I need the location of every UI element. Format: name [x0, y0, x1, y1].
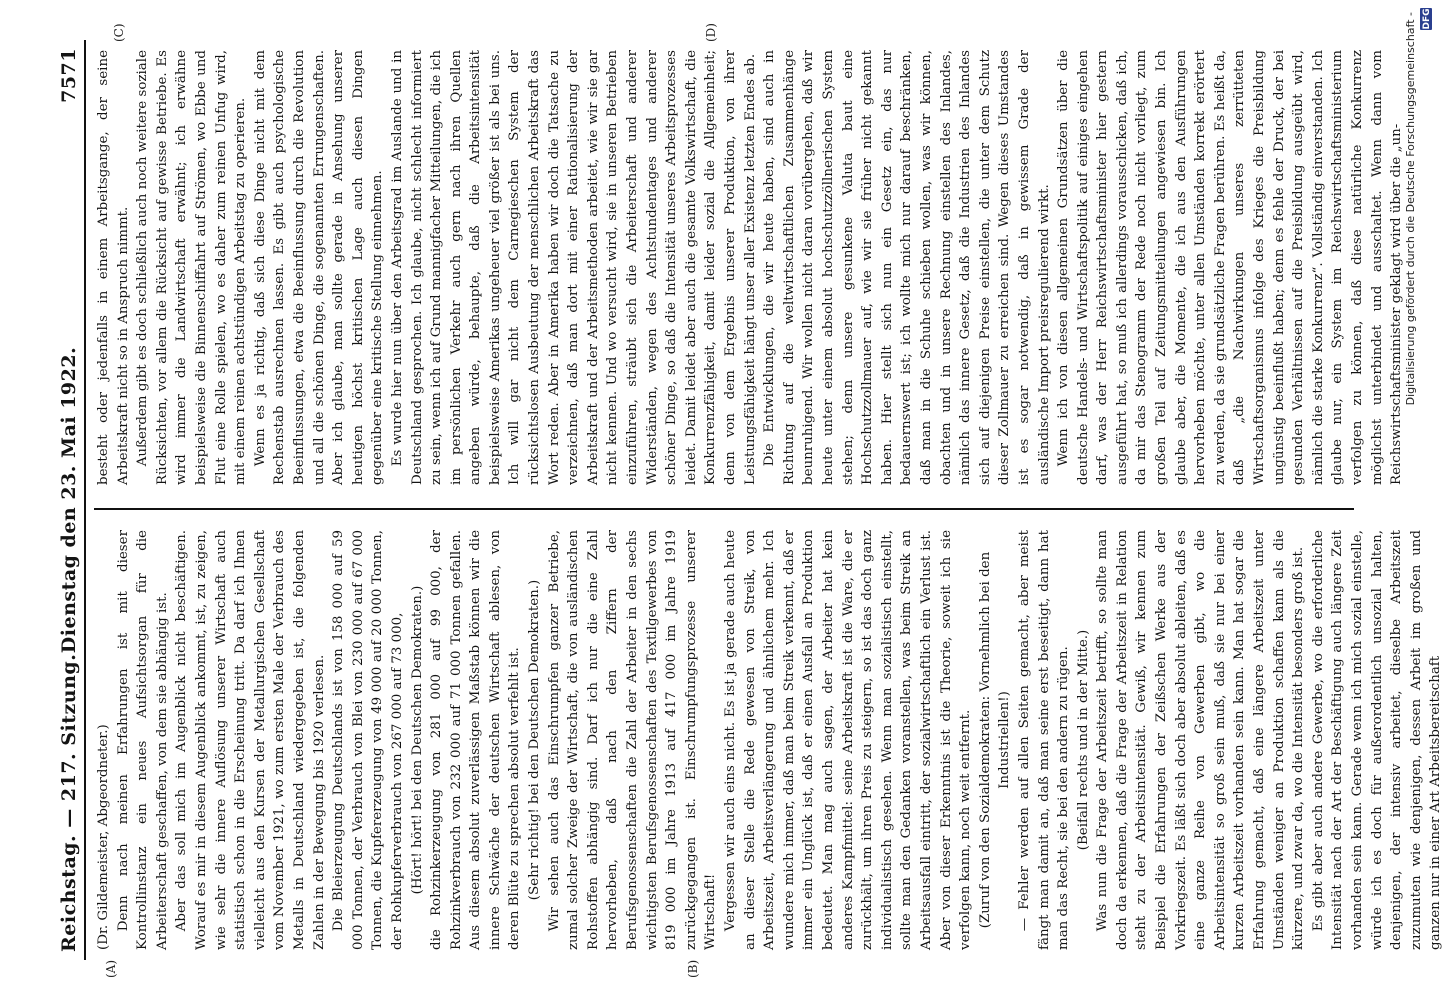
interjection: (Hört! hört! bei den Deutschen Demokraten.): [409, 585, 425, 895]
paragraph: Wir sehen auch das Einschrumpfen ganzer Betriebe, zumal solcher Zweige der Wirtschaft, die von ausländischen Rohstoffen abhängig sind. Darf ich nur die eine Zahl hervorheben, daß nach den Ziffern der Berufsgenossenschaften die Zahl der Arbeiter in den sechs wichtigsten Berufsgenossenschaften des Textilgewerbes von 819 000 im Jahre 1913 auf 417 000 im Jahre 1919 zurückgegangen ist. Einschrumpfungsprozesse unserer Wirtschaft!: [546, 530, 719, 950]
interjection: (Beifall rechts und in der Mitte.): [1075, 629, 1091, 851]
margin-mark-d: (D): [704, 23, 718, 42]
dfg-logo: DFG: [1422, 8, 1432, 30]
header-date: Dienstag den 23. Mai 1922.: [58, 346, 80, 654]
page-number: 7571: [58, 48, 80, 103]
right-text-column: [94, 50, 1405, 485]
paragraph: die Rohzinkerzeugung von 281 000 auf 99 000, der Rohzinkverbrauch von 232 000 auf 71 000 Tonnen gefallen. Aus diesem absolut zuverlässigen Maßstab können wir die innere Schwäche der deutschen Wirtschaft ablesen, von deren Blüte zu sprechen absolut verfehlt ist.: [429, 530, 523, 950]
paragraph: Es gibt aber auch andere Gewerbe, wo die erforderliche Intensität nach der Art der Beschäftigung auch längere Zeit vorhanden sein kann. Gerade wenn ich mich sozial einstelle, würde ich es doch für außerordentlich unsozial halten, denjenigen, der intensiv arbeitet, dieselbe Arbeitszeit zuzumuten wie denjenigen, dessen Arbeit im großen und ganzen nur in einer Art Arbeitsbereitschaft: [1310, 530, 1444, 950]
paragraph: Außerdem gibt es doch schließlich auch noch weitere soziale Rücksichten, vor allem die Rücksicht auf gewisse Betriebe. Es wird immer die Landwirtschaft erwähnt; ich erwähne beispielsweise die Binnenschiffahrt auf Strömen, wo Ebbe und Flut eine Rolle spielen, wo es daher zum reinen Unfug wird, mit einem reinen achtstündigen Arbeitstag zu operieren.: [135, 50, 249, 485]
speaker-line: (Dr. Gildemeister, Abgeordneter.): [96, 724, 111, 950]
left-text-column: [94, 530, 1444, 950]
page-header: [52, 40, 86, 960]
paragraph: besteht oder jedenfalls in einem Arbeitsgange, der seine Arbeitskraft nicht so in Anspruch nimmt.: [96, 50, 131, 485]
paragraph: Die Entwicklungen, die wir heute haben, sind auch in Richtung auf die weltwirtschaftlichen Zusammenhänge beunruhigend. Wir wollen nicht daran vorübergehen, daß wir heute unter einem absolut hochschutzzöllnerischen System stehen; denn unsere gesunkene Valuta baut eine Hochschutzzollmauer auf, wie wir sie früher nicht gekannt haben. Hier stellt sich nun ein Gesetz ein, das nur bedauernswert ist; ich wollte mich nur darauf beschränken, daß man in die Schuhe schieben wollen, was wir können, obachten und in unsere Rechnung einstellen des Inlandes, nämlich das innere Gesetz, daß die Industrien des Inlandes sich auf diejenigen Preise einstellen, die unter dem Schutz dieser Zollmauer zu erreichen sind. Wegen dieses Umstandes ist es sogar notwendig, daß in gewissem Grade der ausländische Import preisregulierend wirkt.: [762, 50, 1052, 485]
digitization-credit: Digitalisierung gefördert durch die Deutsche Forschungsgemeinschaft -: [1404, 12, 1417, 406]
paragraph: Aber das soll mich im Augenblick nicht beschäftigen. Worauf es mir in diesem Augenblick ankommt, ist, zu zeigen, wie sehr die innere Auflösung unserer Wirtschaft auch statistisch schon in die Erscheinung tritt. Da darf ich Ihnen vielleicht aus den Kursen der Metallurgischen Gesellschaft vom November 1921, wo zum ersten Male der Verbrauch des Metalls in Deutschland wiedergegeben ist, die folgenden Zahlen in der Bewegung bis 1920 verlesen.: [174, 530, 327, 950]
margin-mark-a: (A): [104, 959, 118, 978]
margin-mark-c: (C): [112, 23, 126, 42]
interjection: (Sehr richtig! bei den Deutschen Demokraten.): [527, 579, 543, 901]
paragraph: Die Bleierzeugung Deutschlands ist von 158 000 auf 59 000 Tonnen, der Verbrauch von Blei von 230 000 auf 67 000 Tonnen, die Kupfererzeugung von 49 000 auf 20 000 Tonnen, der Rohkupferverbrauch von 267 000 auf 73 000,: [331, 530, 405, 950]
interjection: (Zuruf von den Sozialdemokraten: Vornehmlich bei den Industriellen!): [977, 551, 1013, 929]
column-divider: [94, 508, 1354, 510]
header-session: Reichstag. — 217. Sitzung.: [58, 653, 80, 952]
paragraph: Vergessen wir auch eins nicht. Es ist ja gerade auch heute an dieser Stelle die Rede gewesen von Streik, von Arbeitszeit, Arbeitsverlängerung und ähnlichem mehr. Ich wundere mich immer, daß man beim Streik verkennt, daß er immer ein Unglück ist, daß er einen Ausfall an Produktion bedeutet. Man mag auch sagen, der Arbeiter hat kein anderes Kampfmittel: seine Arbeitskraft ist die Ware, die er zurückhält, um ihren Preis zu steigern, so ist das doch ganz individualistisch gesehen. Wenn man sozialistisch einstellt, sollte man den Gedanken voranstellen, was beim Streik an Arbeitsausfall eintritt, der sozialwirtschaftlich ein Verlust ist. Aber von dieser Erkenntnis ist die Theorie, soweit ich sie verfolgen kann, noch weit entfernt.: [723, 530, 974, 950]
paragraph: Was nun die Frage der Arbeitszeit betrifft, so sollte man doch da erkennen, daß die Frage der Arbeitszeit in Relation steht zu der Arbeitsintensität. Gewiß, wir kennen zum Beispiel die Erfahrungen der Zeißschen Werke aus der Vorkriegszeit. Es läßt sich doch aber absolut ableiten, daß es eine ganze Reihe von Gewerben gibt, wo die Arbeitsintensität so groß sein muß, daß sie nur bei einer kurzen Arbeitszeit vorhanden sein kann. Man hat sogar die Erfahrung gemacht, daß eine längere Arbeitszeit unter Umständen weniger an Produktion schaffen kann als die kürzere, und zwar da, wo die Intensität besonders groß ist.: [1095, 530, 1307, 950]
margin-mark-b: (B): [686, 959, 700, 978]
paragraph: Wenn ich von diesen allgemeinen Grundsätzen über die deutsche Handels- und Wirtschaftspolitik auf einiges eingehen darf, was der Herr Reichswirtschaftsminister hier gestern ausgeführt hat, so muß ich allerdings vorausschicken, daß ich, da mir das Stenogramm der Rede noch nicht vorliegt, zum großen Teil auf Zeitungsmitteilungen angewiesen bin. Ich glaube aber, die Momente, die ich aus den Ausführungen hervorheben möchte, unter allen Umständen korrekt erörtert zu werden, da sie grundsätzliche Fragen berühren. Es heißt da, daß „die Nachwirkungen unseres zerrütteten Wirtschaftsorganismus infolge des Krieges die Preisbildung ungünstig beeinflußt haben; denn es fehle der Druck, der bei gesunden Verhältnissen auf die Preisbildung ausgeübt wird, nämlich die starke Konkurrenz“. Vollständig einverstanden. Ich glaube nur, ein System im Reichswirtschaftsministerium verfolgen zu können, daß diese natürliche Konkurrenz möglichst unterbindet und ausschaltet. Wenn dann vom Reichswirtschaftsminister geklagt wird über die „un-: [1056, 50, 1405, 485]
paragraph: — Fehler werden auf allen Seiten gemacht, aber meist fängt man damit an, daß man seine erst beseitigt, dann hat man das Recht, sie bei den andern zu rügen.: [1016, 530, 1072, 950]
paragraph: Wenn es ja richtig, daß sich diese Dinge nicht mit dem Rechenstab ausrechnen lassen. Es gibt auch psychologische Beeinflussungen, etwa die Beeinflussung durch die Revolution und all die schönen Dinge, die sogenannten Errungenschaften. Aber ich glaube, man sollte gerade in Ansehung unserer heutigen höchst kritischen Lage auch diesen Dingen gegenüber eine kritische Stellung einnehmen.: [252, 50, 386, 485]
paragraph: Denn nach meinen Erfahrungen ist mit dieser Kontrollinstanz ein neues Aufsichtsorgan für die Arbeiterschaft geschaffen, von dem sie abhängig ist.: [115, 530, 170, 950]
paragraph: Es wurde hier nun über den Arbeitsgrad im Auslande und in Deutschland gesprochen. Ich glaube, nicht schlecht informiert zu sein, wenn ich auf Grund mannigfacher Mitteilungen, die ich im persönlichen Verkehr auch gern nach ihren Quellen angeben würde, behaupte, daß die Arbeitsintensität beispielsweise Amerikas ungeheuer viel größer ist als bei uns. Ich will gar nicht dem Carnegieschen System der rücksichtslosen Ausbeutung der menschlichen Arbeitskraft das Wort reden. Aber in Amerika haben wir doch die Tatsache zu verzeichnen, daß man dort mit einer Rationalisierung der Arbeitskraft und der Arbeitsmethoden arbeitet, wie wir sie gar nicht kennen. Und wo versucht wird, sie in unseren Betrieben einzuführen, sträubt sich die Arbeiterschaft und anderer Widerständen, wegen des Achtstundentages und anderer schöner Dinge, so daß die Intensität unseres Arbeitsprozesses leidet. Damit leidet aber auch die gesamte Volkswirtschaft, die Konkurrenzfähigkeit, damit leider sozial die Allgemeinheit; denn von dem Ergebnis unserer Produktion, von ihrer Leistungsfähigkeit hängt unser aller Existenz letzten Endes ab.: [389, 50, 758, 485]
